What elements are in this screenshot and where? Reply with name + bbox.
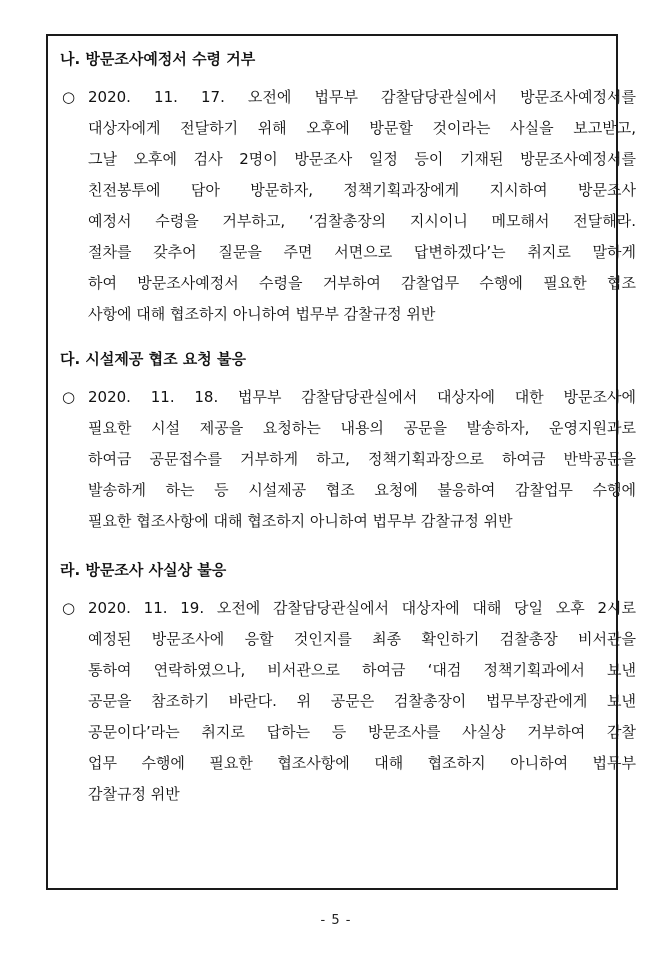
paragraph-line: 대상자에게 전달하기 위해 오후에 방문할 것이라는 사실을 보고받고,	[88, 119, 636, 137]
bullet-circle-icon: ○	[62, 599, 76, 617]
section-heading: 다. 시설제공 협조 요청 불응	[60, 350, 246, 368]
page-number: - 5 -	[320, 913, 352, 928]
paragraph-line: 그날 오후에 검사 2명이 방문조사 일정 등이 기재된 방문조사예정서를	[88, 150, 636, 168]
paragraph-line: 사항에 대해 협조하지 아니하여 법무부 감찰규정 위반	[88, 305, 436, 323]
bullet-circle-icon: ○	[62, 388, 76, 406]
paragraph-line: 예정서 수령을 거부하고, ‘검찰총장의 지시이니 메모해서 전달해라.	[88, 212, 636, 230]
section-paragraph	[60, 593, 636, 810]
section-heading: 라. 방문조사 사실상 불응	[60, 561, 227, 579]
paragraph-line: 2020. 11. 19. 오전에 감찰담당관실에서 대상자에 대해 당일 오후 2시로	[88, 599, 636, 617]
paragraph-line: 절차를 갖추어 질문을 주면 서면으로 답변하겠다’는 취지로 말하게	[88, 243, 636, 261]
paragraph-line: 필요한 시설 제공을 요청하는 내용의 공문을 발송하자, 운영지원과로	[88, 419, 636, 437]
paragraph-line: 공문을 참조하기 바란다. 위 공문은 검찰총장이 법무부장관에게 보낸	[88, 692, 636, 710]
bullet-circle-icon: ○	[62, 88, 76, 106]
section-paragraph	[60, 382, 636, 537]
paragraph-line: 하여금 공문접수를 거부하게 하고, 정책기획과장으로 하여금 반박공문을	[88, 450, 636, 468]
paragraph-line: 2020. 11. 17. 오전에 법무부 감찰담당관실에서 방문조사예정서를	[88, 88, 636, 106]
paragraph-line: 2020. 11. 18. 법무부 감찰담당관실에서 대상자에 대한 방문조사에	[88, 388, 636, 406]
paragraph-line: 업무 수행에 필요한 협조사항에 대해 협조하지 아니하여 법무부	[88, 754, 636, 772]
paragraph-line: 친전봉투에 담아 방문하자, 정책기획과장에게 지시하여 방문조사	[88, 181, 636, 199]
paragraph-line: 발송하게 하는 등 시설제공 협조 요청에 불응하여 감찰업무 수행에	[88, 481, 636, 499]
section-ra	[60, 555, 636, 810]
section-paragraph	[60, 82, 636, 330]
paragraph-line: 하여 방문조사예정서 수령을 거부하여 감찰업무 수행에 필요한 협조	[88, 274, 636, 292]
document-body	[60, 44, 636, 810]
paragraph-line: 감찰규정 위반	[88, 785, 180, 803]
section-da	[60, 344, 636, 537]
section-na	[60, 44, 636, 330]
section-heading: 나. 방문조사예정서 수령 거부	[60, 50, 256, 68]
paragraph-line: 통하여 연락하였으나, 비서관으로 하여금 ‘대검 정책기획과에서 보낸	[88, 661, 636, 679]
paragraph-line: 필요한 협조사항에 대해 협조하지 아니하여 법무부 감찰규정 위반	[88, 512, 513, 530]
paragraph-line: 예정된 방문조사에 응할 것인지를 최종 확인하기 검찰총장 비서관을	[88, 630, 636, 648]
paragraph-line: 공문이다’라는 취지로 답하는 등 방문조사를 사실상 거부하여 감찰	[88, 723, 636, 741]
